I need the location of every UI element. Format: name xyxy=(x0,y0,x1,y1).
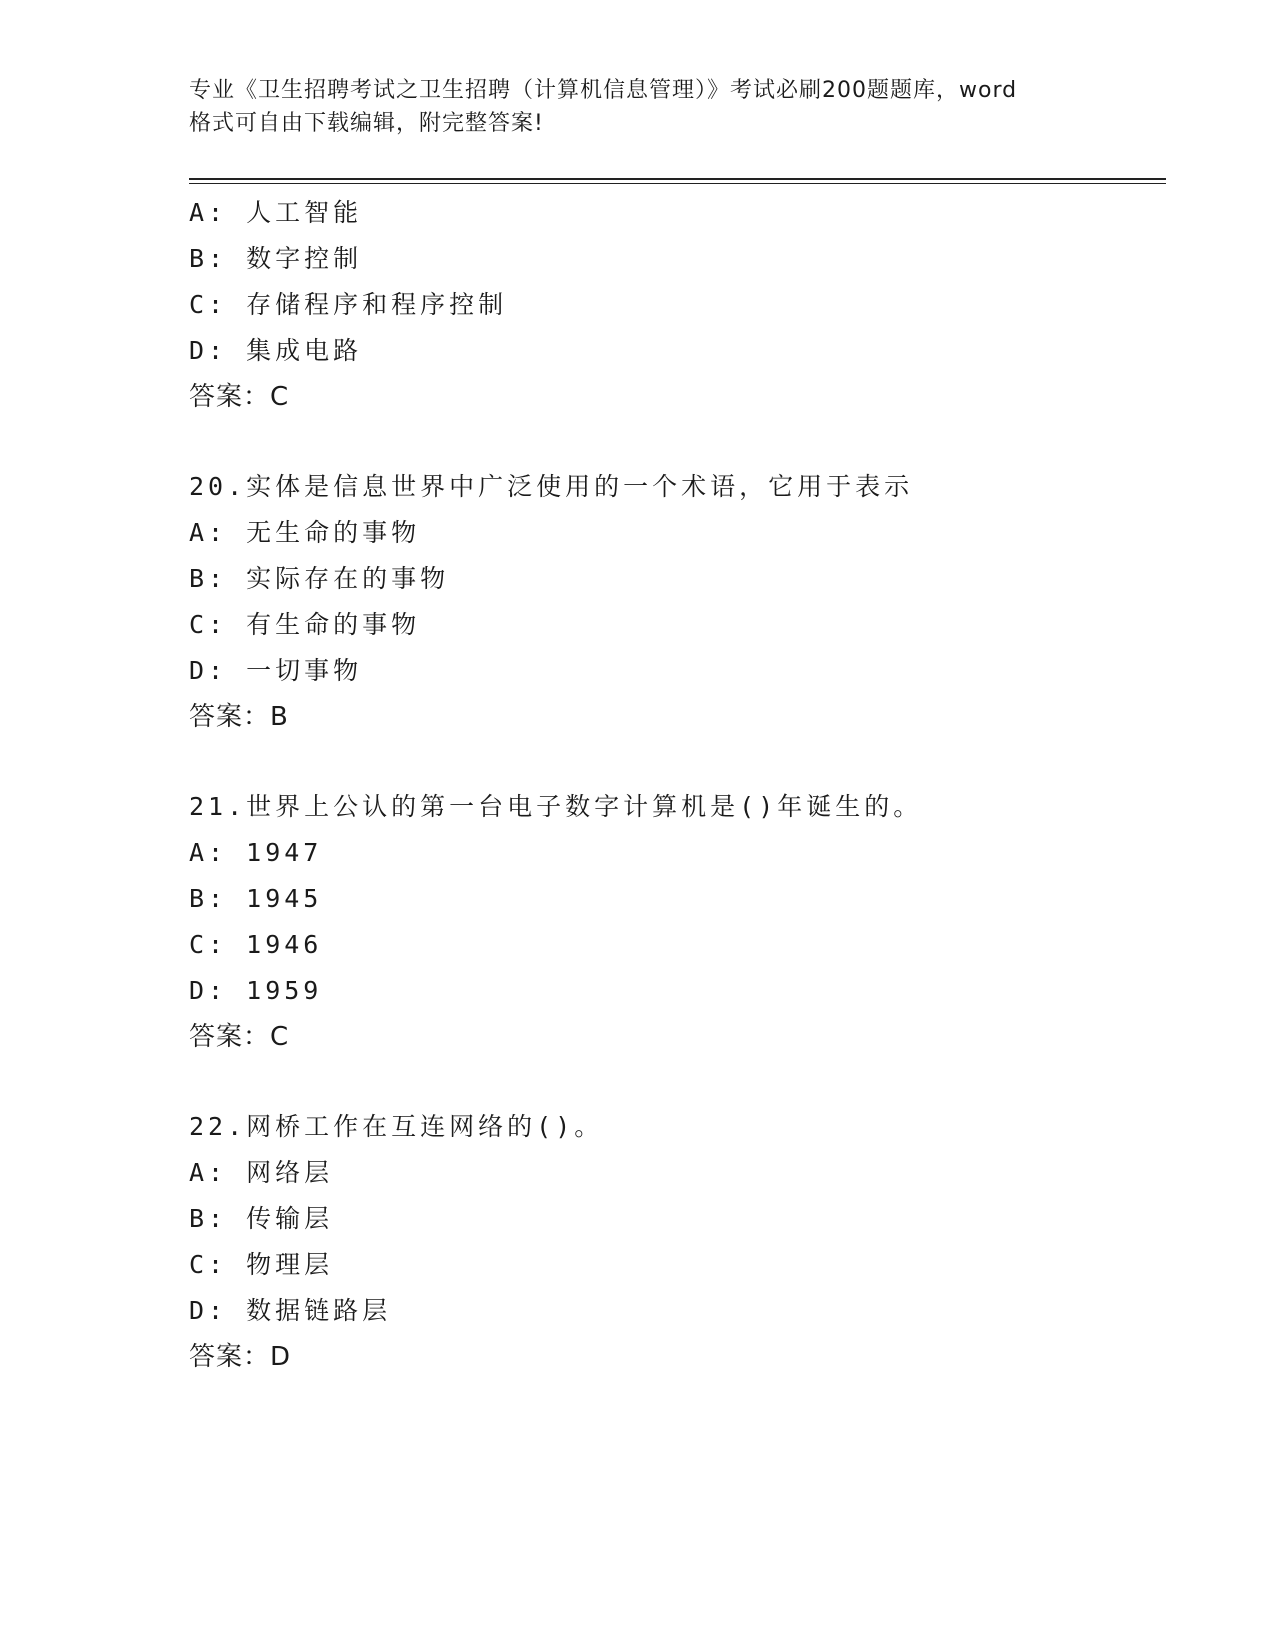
question-block-21 xyxy=(189,784,1169,1060)
option-c: C: 1946 xyxy=(189,930,323,959)
option-b: B: 数字控制 xyxy=(189,244,363,273)
option-a: A: 无生命的事物 xyxy=(189,518,421,547)
answer-line: 答案：C xyxy=(189,1022,290,1052)
option-d: D: 集成电路 xyxy=(189,336,363,365)
document-header xyxy=(189,74,1089,140)
option-a: A: 1947 xyxy=(189,838,323,867)
header-line-1: 专业《卫生招聘考试之卫生招聘（计算机信息管理）》考试必刷200题题库，word xyxy=(189,78,1018,103)
question-stem: 22.网桥工作在互连网络的()。 xyxy=(189,1112,604,1141)
question-block-20 xyxy=(189,464,1169,740)
option-d: D: 1959 xyxy=(189,976,323,1005)
option-d: D: 一切事物 xyxy=(189,656,363,685)
answer-line: 答案：C xyxy=(189,382,290,412)
header-divider-thick xyxy=(189,178,1166,180)
option-c: C: 有生命的事物 xyxy=(189,610,421,639)
answer-line: 答案：D xyxy=(189,1342,292,1372)
header-line-2: 格式可自由下载编辑，附完整答案! xyxy=(189,111,544,136)
option-d: D: 数据链路层 xyxy=(189,1296,392,1325)
header-divider-thin xyxy=(189,183,1166,184)
option-a: A: 网络层 xyxy=(189,1158,334,1187)
answer-line: 答案：B xyxy=(189,702,289,732)
option-c: C: 存储程序和程序控制 xyxy=(189,290,508,319)
question-stem: 20.实体是信息世界中广泛使用的一个术语，它用于表示 xyxy=(189,472,914,501)
option-b: B: 实际存在的事物 xyxy=(189,564,450,593)
option-c: C: 物理层 xyxy=(189,1250,334,1279)
option-a: A: 人工智能 xyxy=(189,198,363,227)
question-stem: 21.世界上公认的第一台电子数字计算机是()年诞生的。 xyxy=(189,792,923,821)
question-block-22 xyxy=(189,1104,1169,1380)
question-block-19 xyxy=(189,190,1169,420)
question-list xyxy=(189,190,1169,1380)
option-b: B: 1945 xyxy=(189,884,323,913)
option-b: B: 传输层 xyxy=(189,1204,334,1233)
